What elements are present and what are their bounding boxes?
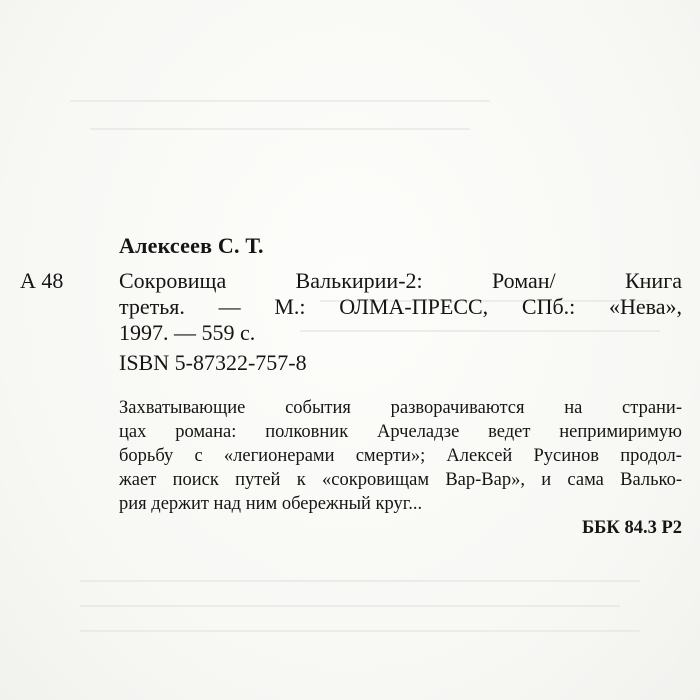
word: — [218,294,241,319]
word: непримиримую [559,422,682,442]
word: Русинов [533,446,600,466]
word: события [285,398,351,418]
word: цах [119,422,147,442]
word: романа: [175,422,237,442]
word: СПб.: [521,294,576,319]
annotation-line-4 [119,468,682,492]
bleed-through-line [90,128,470,130]
word: третья. [119,294,185,319]
word: М.: [274,294,306,319]
word: ОЛМА-ПРЕСС, [339,294,489,319]
word: с [194,446,203,466]
word: жает [119,470,157,490]
word: Валькирии-2: [295,268,423,293]
annotation-line-5: рия держит над ним обережный круг... [119,494,423,514]
word: к [296,470,306,490]
annotation-line-3 [119,444,682,468]
annotation-line-1 [119,396,682,420]
annotation-line-2 [119,420,682,444]
word: Сокровища [119,268,227,293]
bleed-through-line [70,100,490,102]
word: путей [235,470,281,490]
word: продол- [620,446,682,466]
word: борьбу [119,446,174,466]
word: Захватывающие [119,398,246,418]
bbk-classification: ББК 84.3 Р2 [581,518,682,538]
bleed-through-line [80,605,620,607]
word: сама [567,470,604,490]
catalog-code: А 48 [20,268,64,293]
word: «Нева», [608,294,682,319]
word: Вар-Вар», [445,470,525,490]
word: ведет [488,422,531,442]
title-line-2 [119,294,682,320]
word: Арчеладзе [377,422,460,442]
word: разворачиваются [390,398,525,418]
word: страни- [622,398,682,418]
word: «сокровищам [322,470,430,490]
author-heading: Алексеев С. Т. [119,233,264,258]
word: Алексей [446,446,513,466]
word: Книга [624,268,682,293]
isbn-number: ISBN 5-87322-757-8 [119,350,307,375]
bleed-through-line [80,630,640,632]
title-entry [119,268,682,346]
word: полковник [265,422,349,442]
word: поиск [172,470,219,490]
word: на [564,398,583,418]
word: Валько- [620,470,682,490]
word: «легионерами [223,446,335,466]
title-line-3: 1997. — 559 с. [119,320,256,345]
word: смерти»; [355,446,426,466]
bleed-through-line [80,580,640,582]
annotation-text [119,396,682,516]
word: Роман/ [491,268,556,293]
title-line-1 [119,268,682,294]
word: и [541,470,552,490]
